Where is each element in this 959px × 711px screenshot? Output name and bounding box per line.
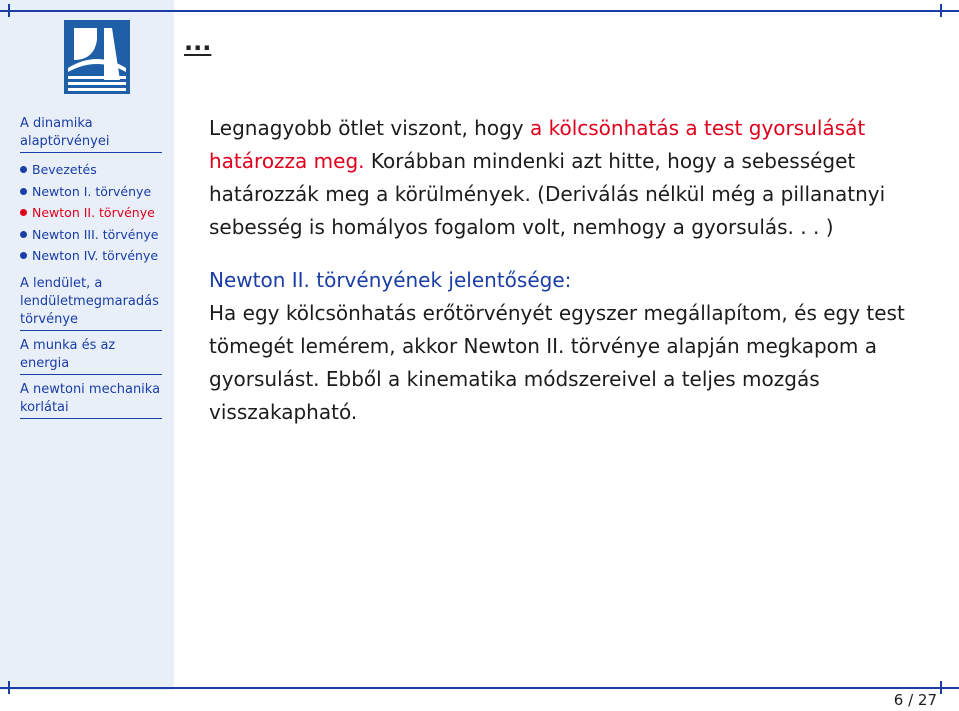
nav-item-label: Newton IV. törvénye (32, 248, 159, 263)
top-rule (0, 10, 959, 12)
nav-item[interactable] (20, 181, 162, 203)
bullet-icon (20, 252, 27, 259)
nav-item[interactable] (20, 245, 162, 267)
university-logo (64, 20, 130, 94)
nav-section-munka-energia[interactable]: A munka és az energia (20, 337, 162, 375)
sidebar (0, 0, 174, 690)
paragraph-2: Ha egy kölcsönhatás erőtörvényét egyszer megállapítom, és egy test tömegét lemérem, akkor Newton II. törvénye alapján megkapom a gyorsulást. Ebből a kinematika módszereivel a teljes mozgás visszakapható. (209, 301, 905, 424)
navigation (20, 115, 162, 425)
highlighted-text: a kölcsönhatás a test gyorsulását határozza meg. (209, 116, 866, 173)
nav-item[interactable] (20, 202, 162, 224)
nav-item[interactable] (20, 224, 162, 246)
nav-item[interactable] (20, 159, 162, 181)
text: Legnagyobb ötlet viszont, hogy (209, 116, 530, 140)
page-number: 6 / 27 (893, 691, 937, 709)
section-heading: Newton II. törvényének jelentősége: (209, 268, 572, 292)
nav-item-label: Bevezetés (32, 162, 97, 177)
bullet-icon (20, 209, 27, 216)
nav-item-label: Newton I. törvénye (32, 183, 152, 199)
frame-title: ... (184, 28, 212, 56)
nav-items (20, 159, 162, 267)
nav-item-label: Newton III. törvénye (32, 226, 159, 242)
slide-content (209, 112, 924, 429)
bullet-icon (20, 188, 27, 195)
nav-section-lendulet[interactable]: A lendület, a lendületmegmaradás törvénye (20, 275, 162, 331)
nav-section-newtoni-korlatok[interactable]: A newtoni mechanika korlátai (20, 381, 162, 419)
bottom-rule (0, 687, 959, 689)
nav-section-dinamika[interactable]: A dinamika alaptörvényei (20, 115, 162, 153)
bullet-icon (20, 166, 27, 173)
bullet-icon (20, 231, 27, 238)
slide-main (174, 0, 959, 690)
text: Korábban mindenki azt hitte, hogy a sebességet határozzák meg a körülmények. (Deriválás nélkül még a pillanatnyi sebesség is homályos fogalom volt, nemhogy a gyorsulás. . . ) (209, 149, 886, 239)
paragraph-1 (209, 112, 924, 244)
nav-item-label: Newton II. törvénye (32, 205, 155, 220)
